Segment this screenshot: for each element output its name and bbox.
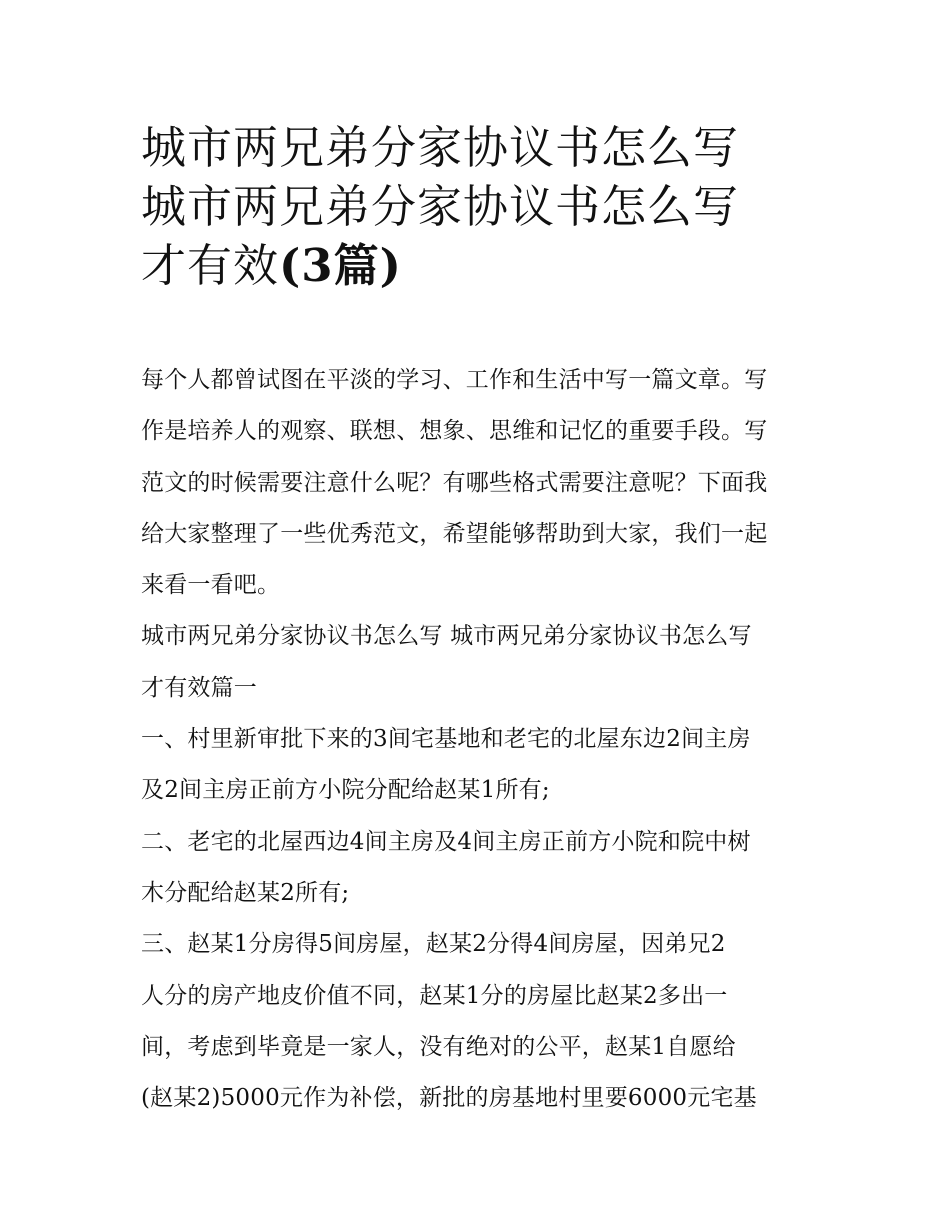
clause-1-line-2: 及2间主房正前方小院分配给赵某1所有;	[141, 777, 550, 804]
title-line-1: 城市两兄弟分家协议书怎么写	[141, 121, 740, 174]
clause-3-line-3: 间，考虑到毕竟是一家人，没有绝对的公平，赵某1自愿给	[141, 1033, 736, 1060]
clause-1-line-1: 一、村里新审批下来的3间宅基地和老宅的北屋东边2间主房	[141, 726, 751, 753]
body-line-3: 范文的时候需要注意什么呢？有哪些格式需要注意呢？下面我	[141, 469, 768, 496]
clause-3-line-2: 人分的房产地皮价值不同，赵某1分的房屋比赵某2多出一	[141, 982, 728, 1009]
body-line-2: 作是培养人的观察、联想、想象、思维和记忆的重要手段。写	[141, 418, 768, 445]
body-line-5: 来看一看吧。	[141, 572, 281, 599]
section-heading-line-2: 才有效篇一	[141, 674, 257, 701]
document-title	[141, 118, 821, 295]
body-line-4: 给大家整理了一些优秀范文，希望能够帮助到大家，我们一起	[141, 520, 768, 547]
clause-3-line-4: (赵某2)5000元作为补偿，新批的房基地村里要6000元宅基	[141, 1085, 757, 1112]
document-body	[141, 355, 817, 1124]
title-line-3: 才有效(3篇)	[141, 239, 402, 292]
body-line-1: 每个人都曾试图在平淡的学习、工作和生活中写一篇文章。写	[141, 367, 768, 393]
clause-2-line-1: 二、老宅的北屋西边4间主房及4间主房正前方小院和院中树	[141, 828, 751, 855]
section-heading-line-1: 城市两兄弟分家协议书怎么写 城市两兄弟分家协议书怎么写	[141, 623, 752, 650]
clause-2-line-2: 木分配给赵某2所有;	[141, 879, 350, 906]
clause-3-line-1: 三、赵某1分房得5间房屋，赵某2分得4间房屋，因弟兄2	[141, 931, 726, 958]
title-line-2: 城市两兄弟分家协议书怎么写	[141, 180, 740, 233]
